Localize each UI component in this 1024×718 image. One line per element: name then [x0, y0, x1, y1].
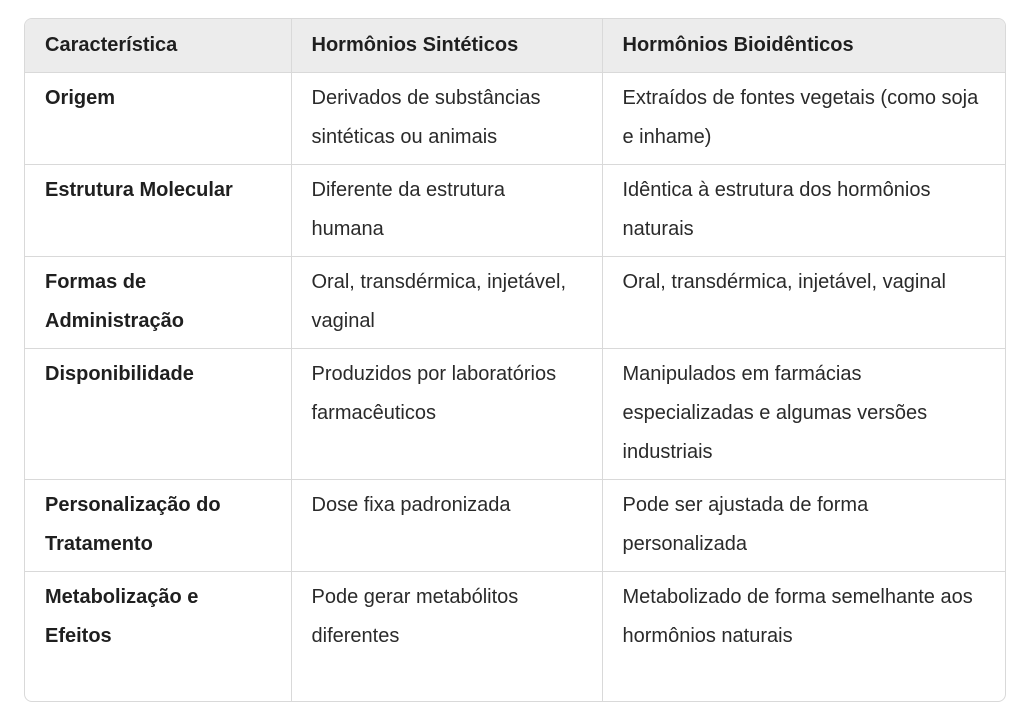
table-header [25, 19, 1005, 72]
header-characteristic: Característica [25, 19, 291, 72]
row-bioidentical-cell: Metabolizado de forma semelhante aos hormônios naturais [622, 585, 973, 647]
row-feature-cell: Origem [25, 72, 291, 164]
header-synthetic: Hormônios Sintéticos [291, 19, 602, 72]
row-feature-cell: Metabolização e Efeitos [25, 571, 291, 702]
row-synthetic-cell: Pode gerar metabólitos diferentes [291, 571, 602, 702]
table-body [25, 72, 1005, 702]
row-synthetic-cell: Produzidos por laboratórios farmacêuticos [291, 348, 602, 479]
row-bioidentical-cell: Pode ser ajustada de forma personalizada [602, 479, 1005, 571]
row-bioidentical-cell: Extraídos de fontes vegetais (como soja e inhame) [602, 72, 1005, 164]
table-row [25, 256, 1005, 348]
comparison-table-container [24, 18, 1006, 702]
table-row [25, 479, 1005, 571]
table-row [25, 348, 1005, 479]
row-bioidentical-cell: Idêntica à estrutura dos hormônios naturais [602, 164, 1005, 256]
table-row [25, 164, 1005, 256]
row-synthetic-cell: Oral, transdérmica, injetável, vaginal [291, 256, 602, 348]
row-synthetic-cell: Derivados de substâncias sintéticas ou animais [291, 72, 602, 164]
row-synthetic-cell: Diferente da estrutura humana [291, 164, 602, 256]
header-row [25, 19, 1005, 72]
row-feature-cell: Formas de Administração [25, 256, 291, 348]
row-synthetic-cell: Dose fixa padronizada [291, 479, 602, 571]
row-feature-cell: Disponibilidade [25, 348, 291, 479]
header-bioidentical: Hormônios Bioidênticos [602, 19, 1005, 72]
row-bioidentical-cell: Oral, transdérmica, injetável, vaginal [602, 256, 1005, 348]
comparison-table [25, 19, 1005, 702]
table-row [25, 571, 1005, 702]
table-row [25, 72, 1005, 164]
row-bioidentical-cell: Manipulados em farmácias especializadas e algumas versões industriais [602, 348, 1005, 479]
row-feature-cell: Personalização do Tratamento [25, 479, 291, 571]
row-feature-cell: Estrutura Molecular [25, 164, 291, 256]
